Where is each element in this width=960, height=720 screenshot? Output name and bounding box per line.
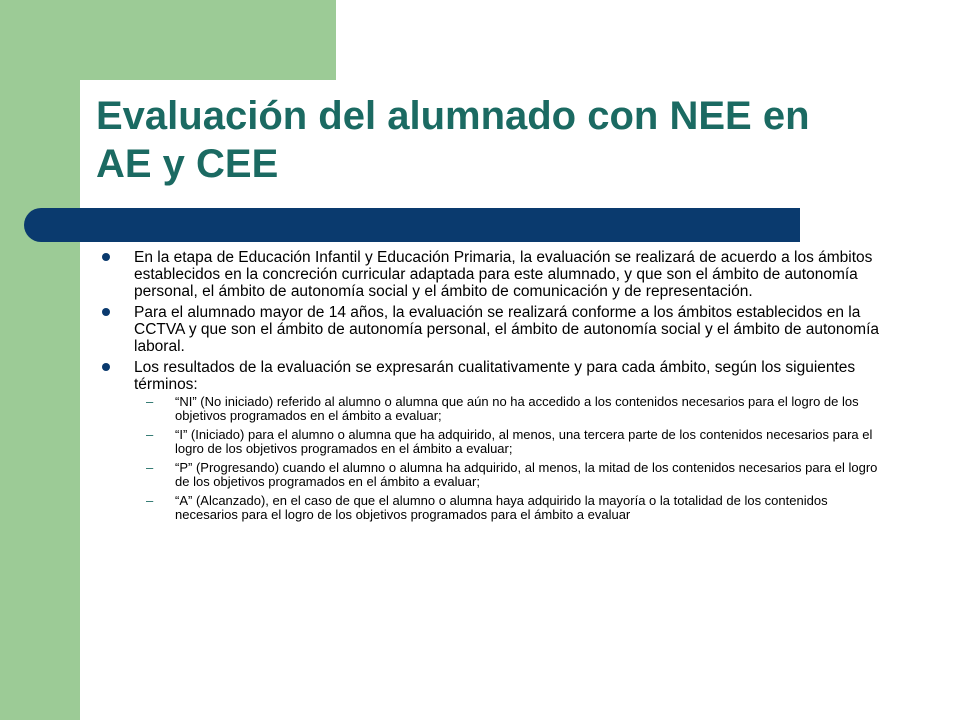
sub-bullet-item [134,428,890,456]
dash-icon: – [146,493,154,508]
slide-content [100,249,890,527]
bullet-text: En la etapa de Educación Infantil y Educación Primaria, la evaluación se realizará de acuerdo a los ámbitos establecidos en la concreción curricular adaptada para este alumnado, y que son el ámbito de autonomía personal, el ámbito de autonomía social y el ámbito de comunicación y de representación. [134,249,873,300]
sub-bullet-item [134,494,890,522]
green-side-band [0,0,80,720]
slide-title [96,92,916,188]
sub-bullet-text: “NI” (No iniciado) referido al alumno o alumna que aún no ha accedido a los contenidos necesarios para el logro de los objetivos programados en el ámbito a evaluar; [175,394,859,423]
sub-bullet-text: “I” (Iniciado) para el alumno o alumna que ha adquirido, al menos, una tercera parte de los contenidos necesarios para el logro de los objetivos programados en el ámbito a evaluar; [175,427,873,456]
slide-title-line-1: Evaluación del alumnado con NEE en [96,94,810,138]
bullet-item [100,359,890,522]
bullet-dot-icon [102,253,110,261]
sub-bullet-text: “P” (Progresando) cuando el alumno o alumna ha adquirido, al menos, la mitad de los contenidos necesarios para el logro de los objetivos programados en el ámbito a evaluar; [175,460,878,489]
sub-bullet-item [134,461,890,489]
bullet-dot-icon [102,308,110,316]
green-top-band [80,0,336,80]
bullet-text: Los resultados de la evaluación se expresarán cualitativamente y para cada ámbito, según los siguientes términos: [134,359,856,393]
bullet-dot-icon [102,363,110,371]
dash-icon: – [146,427,154,442]
dash-icon: – [146,460,154,475]
bullet-list [100,249,890,522]
slide-title-line-2: AE y CEE [96,142,279,186]
title-underline-bar [24,208,800,242]
sub-bullet-item [134,395,890,423]
sub-bullet-list [134,395,890,522]
bullet-item [100,304,890,355]
sub-bullet-text: “A” (Alcanzado), en el caso de que el alumno o alumna haya adquirido la mayoría o la totalidad de los contenidos necesarios para el logro de los objetivos programados para el ámbito a evaluar [175,493,828,522]
dash-icon: – [146,394,154,409]
bullet-item [100,249,890,300]
bullet-text: Para el alumnado mayor de 14 años, la evaluación se realizará conforme a los ámbitos establecidos en la CCTVA y que son el ámbito de autonomía personal, el ámbito de autonomía social y el ámbito de autonomía laboral. [134,304,880,355]
